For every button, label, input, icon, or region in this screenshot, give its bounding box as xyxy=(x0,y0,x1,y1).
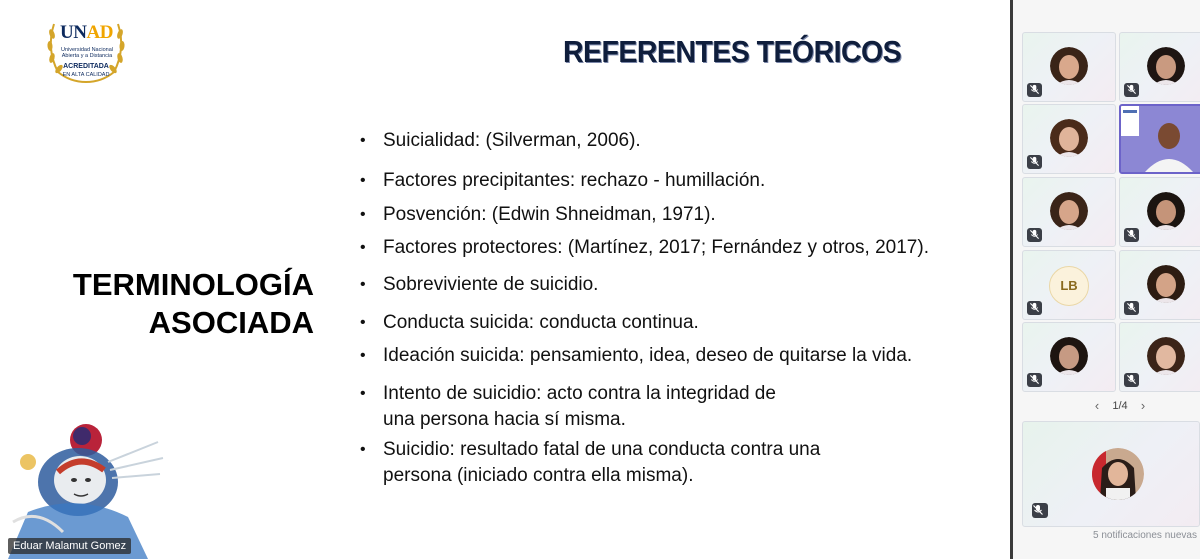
gallery-pager xyxy=(1090,398,1150,414)
participant-video xyxy=(1050,47,1088,85)
muted-mic-icon xyxy=(1124,83,1139,97)
bullet-text: Factores precipitantes: rechazo - humillación. xyxy=(383,170,766,191)
bullet-marker: • xyxy=(360,441,366,458)
participant-video xyxy=(1147,192,1185,230)
participant-video xyxy=(1147,47,1185,85)
participant-video xyxy=(1121,106,1200,172)
participant-tile[interactable] xyxy=(1119,32,1200,102)
bullet-marker: • xyxy=(360,385,366,402)
participant-tile[interactable] xyxy=(1022,32,1116,102)
participant-tile[interactable] xyxy=(1022,104,1116,174)
muted-mic-icon xyxy=(1124,301,1139,315)
previous-page-button[interactable]: ‹ xyxy=(1094,398,1100,413)
bullet-marker: • xyxy=(360,314,366,331)
participant-tile[interactable] xyxy=(1022,250,1116,320)
muted-mic-icon xyxy=(1124,228,1139,242)
bullet-text: Posvención: (Edwin Shneidman, 1971). xyxy=(383,204,716,225)
bullet-text: Sobreviviente de suicidio. xyxy=(383,274,599,295)
bullet-text: Factores protectores: (Martínez, 2017; Fernández y otros, 2017). xyxy=(383,237,929,258)
participant-video xyxy=(1147,337,1185,375)
muted-mic-icon xyxy=(1027,373,1042,387)
bullet-marker: • xyxy=(360,347,366,364)
self-video-tile[interactable] xyxy=(1022,421,1200,527)
bullet-marker: • xyxy=(360,132,366,149)
bullet-text: una persona hacia sí misma. xyxy=(383,409,626,430)
participant-tile[interactable] xyxy=(1119,177,1200,247)
section-heading-line2: ASOCIADA xyxy=(148,305,314,340)
participant-video xyxy=(1092,448,1144,500)
next-page-button[interactable]: › xyxy=(1140,398,1146,413)
bullet-text: Suicialidad: (Silverman, 2006). xyxy=(383,130,641,151)
muted-mic-icon xyxy=(1027,228,1042,242)
bullet-text: Intento de suicidio: acto contra la integridad de xyxy=(383,383,776,404)
logo-accreditation-sub: EN ALTA CALIDAD xyxy=(62,72,110,78)
initials-avatar: LB xyxy=(1049,266,1089,306)
participant-video xyxy=(1050,119,1088,157)
bullet-text: Ideación suicida: pensamiento, idea, deseo de quitarse la vida. xyxy=(383,345,913,366)
bullet-text: Conducta suicida: conducta continua. xyxy=(383,312,699,333)
bullet-text: Suicidio: resultado fatal de una conducta contra una xyxy=(383,439,821,460)
section-heading-line1: TERMINOLOGÍA xyxy=(72,267,314,302)
participant-tile[interactable] xyxy=(1119,250,1200,320)
unad-logo xyxy=(44,14,128,84)
logo-subtitle: Universidad Nacional Abierta y a Distancia xyxy=(61,47,113,59)
active-speaker-tile[interactable] xyxy=(1119,104,1200,174)
page-indicator: 1/4 xyxy=(1112,400,1128,412)
bullet-marker: • xyxy=(360,172,366,189)
bullet-marker: • xyxy=(360,239,366,256)
participant-tile[interactable] xyxy=(1119,322,1200,392)
muted-mic-icon xyxy=(1027,83,1042,97)
bullet-marker: • xyxy=(360,276,366,293)
muted-mic-icon xyxy=(1027,301,1042,315)
muted-mic-icon xyxy=(1124,373,1139,387)
bullet-marker: • xyxy=(360,206,366,223)
bullet-text: persona (iniciado contra ella misma). xyxy=(383,465,694,486)
participant-video xyxy=(1050,192,1088,230)
section-heading xyxy=(40,266,314,342)
logo-accreditation: ACREDITADA xyxy=(63,63,109,70)
muted-mic-icon xyxy=(1032,503,1048,518)
presenter-name-label: Eduar Malamut Gomez xyxy=(8,538,131,554)
participant-video xyxy=(1050,337,1088,375)
notifications-text[interactable]: 5 notificaciones nuevas xyxy=(1093,530,1197,541)
muted-mic-icon xyxy=(1027,155,1042,169)
participant-tile[interactable] xyxy=(1022,177,1116,247)
slide-title: REFERENTES TEÓRICOS xyxy=(563,34,902,69)
participant-video xyxy=(1147,265,1185,303)
participant-tile[interactable] xyxy=(1022,322,1116,392)
logo-wordmark: UNAD xyxy=(60,22,113,43)
